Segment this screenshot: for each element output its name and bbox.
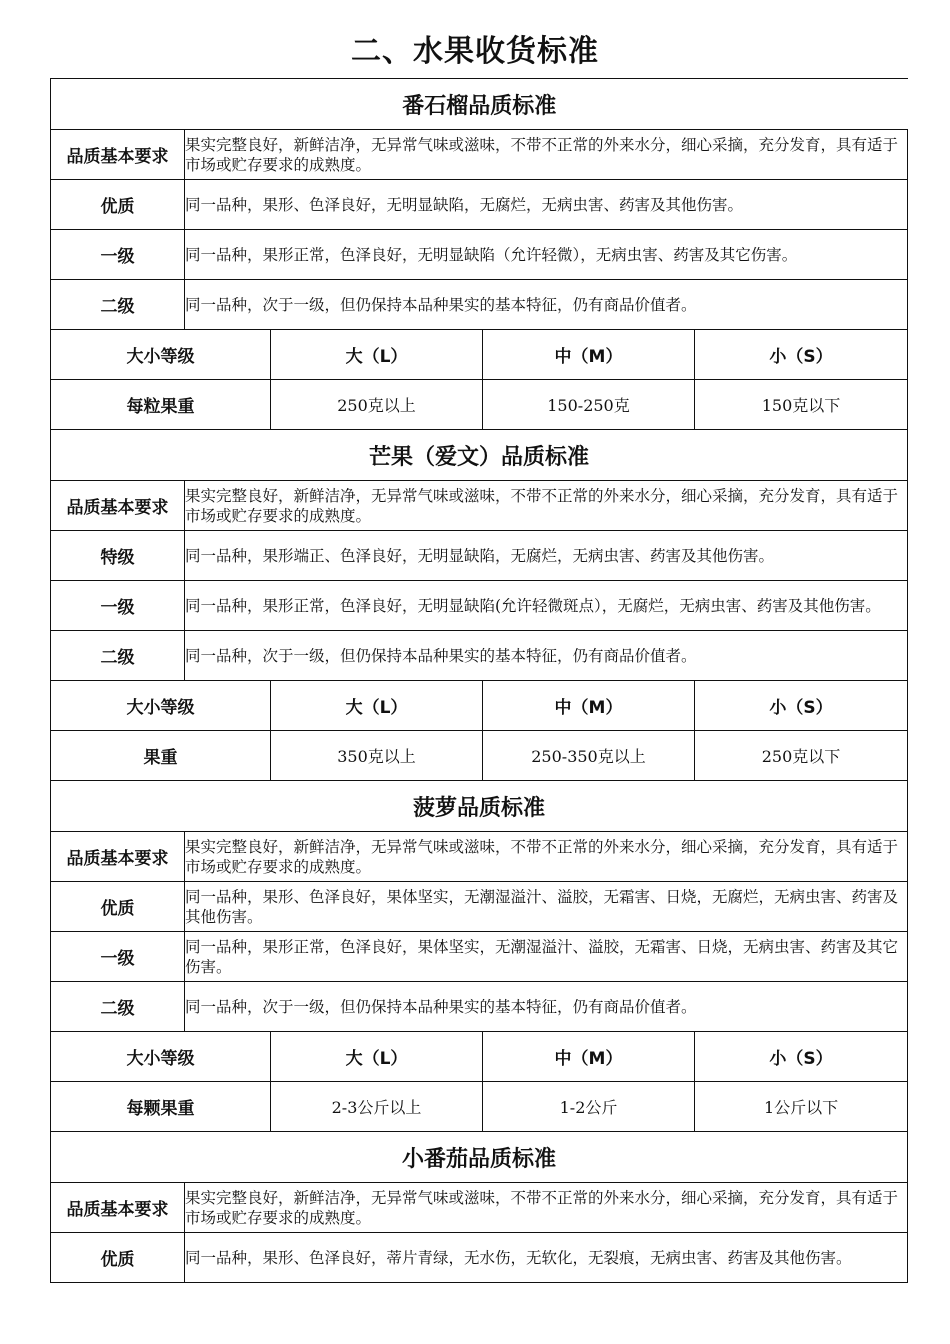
grade-description: 同一品种，果形、色泽良好，蒂片青绿，无水伤，无软化，无裂痕，无病虫害、药害及其他伤害。 [185, 1233, 908, 1283]
size-medium-value: 250-350克以上 [483, 731, 695, 781]
grade-description: 果实完整良好，新鲜洁净，无异常气味或滋味，不带不正常的外来水分，细心采摘，充分发育，具有适于市场或贮存要求的成熟度。 [185, 481, 908, 531]
size-header-row [51, 1032, 908, 1082]
size-large-header: 大（L） [271, 330, 483, 380]
grade-row [51, 481, 908, 531]
grade-label: 品质基本要求 [51, 481, 185, 531]
grade-row [51, 832, 908, 882]
section-title-cherry-tomato: 小番茄品质标准 [51, 1132, 908, 1183]
section-title-row [51, 79, 908, 130]
size-large-value: 250克以上 [271, 380, 483, 430]
grade-description: 同一品种，果形、色泽良好，无明显缺陷，无腐烂，无病虫害、药害及其他伤害。 [185, 180, 908, 230]
size-small-header: 小（S） [695, 1032, 908, 1082]
size-large-header: 大（L） [271, 681, 483, 731]
grade-description: 同一品种，果形正常，色泽良好，无明显缺陷(允许轻微斑点），无腐烂，无病虫害、药害及其他伤害。 [185, 581, 908, 631]
grade-description: 果实完整良好，新鲜洁净，无异常气味或滋味，不带不正常的外来水分，细心采摘，充分发育，具有适于市场或贮存要求的成熟度。 [185, 130, 908, 180]
grade-label: 一级 [51, 230, 185, 280]
grade-row [51, 1183, 908, 1233]
standards-sheet [50, 78, 907, 1283]
grade-description: 同一品种，果形、色泽良好，果体坚实，无潮湿溢汁、溢胶，无霜害、日烧，无腐烂，无病虫害、药害及其他伤害。 [185, 882, 908, 932]
grade-row [51, 581, 908, 631]
size-value-row [51, 731, 908, 781]
grade-label: 品质基本要求 [51, 1183, 185, 1233]
size-medium-header: 中（M） [483, 1032, 695, 1082]
size-small-header: 小（S） [695, 681, 908, 731]
size-grade-header: 大小等级 [51, 330, 271, 380]
weight-label: 每颗果重 [51, 1082, 271, 1132]
size-small-value: 250克以下 [695, 731, 908, 781]
size-medium-header: 中（M） [483, 681, 695, 731]
section-title-mango: 芒果（爱文）品质标准 [51, 430, 908, 481]
section-title-row [51, 1132, 908, 1183]
size-small-value: 150克以下 [695, 380, 908, 430]
grade-label: 优质 [51, 1233, 185, 1283]
grade-label: 优质 [51, 180, 185, 230]
section-title-guava: 番石榴品质标准 [51, 79, 908, 130]
grade-row [51, 982, 908, 1032]
size-header-row [51, 681, 908, 731]
grade-label: 优质 [51, 882, 185, 932]
weight-label: 每粒果重 [51, 380, 271, 430]
grade-description: 同一品种，次于一级，但仍保持本品种果实的基本特征，仍有商品价值者。 [185, 982, 908, 1032]
size-grade-header: 大小等级 [51, 1032, 271, 1082]
section-title-pineapple: 菠萝品质标准 [51, 781, 908, 832]
size-value-row [51, 1082, 908, 1132]
grade-label: 特级 [51, 531, 185, 581]
grade-row [51, 531, 908, 581]
grade-row [51, 280, 908, 330]
grade-label: 一级 [51, 932, 185, 982]
grade-description: 同一品种，次于一级，但仍保持本品种果实的基本特征，仍有商品价值者。 [185, 280, 908, 330]
weight-label: 果重 [51, 731, 271, 781]
size-header-row [51, 330, 908, 380]
grade-row [51, 631, 908, 681]
section-title-row [51, 430, 908, 481]
grade-description: 同一品种，果形正常，色泽良好，无明显缺陷（允许轻微），无病虫害、药害及其它伤害。 [185, 230, 908, 280]
quality-standards-table [50, 78, 908, 1283]
grade-row [51, 130, 908, 180]
size-medium-value: 150-250克 [483, 380, 695, 430]
grade-row [51, 932, 908, 982]
grade-description: 同一品种，果形端正、色泽良好，无明显缺陷，无腐烂，无病虫害、药害及其他伤害。 [185, 531, 908, 581]
size-large-header: 大（L） [271, 1032, 483, 1082]
size-value-row [51, 380, 908, 430]
grade-description: 同一品种，果形正常，色泽良好，果体坚实，无潮湿溢汁、溢胶，无霜害、日烧，无病虫害、药害及其它伤害。 [185, 932, 908, 982]
grade-description: 果实完整良好，新鲜洁净，无异常气味或滋味，不带不正常的外来水分，细心采摘，充分发育，具有适于市场或贮存要求的成熟度。 [185, 832, 908, 882]
size-small-header: 小（S） [695, 330, 908, 380]
grade-row [51, 230, 908, 280]
grade-label: 品质基本要求 [51, 130, 185, 180]
size-medium-header: 中（M） [483, 330, 695, 380]
size-large-value: 350克以上 [271, 731, 483, 781]
grade-label: 二级 [51, 631, 185, 681]
size-small-value: 1公斤以下 [695, 1082, 908, 1132]
grade-description: 同一品种，次于一级，但仍保持本品种果实的基本特征，仍有商品价值者。 [185, 631, 908, 681]
grade-row [51, 882, 908, 932]
size-medium-value: 1-2公斤 [483, 1082, 695, 1132]
grade-label: 品质基本要求 [51, 832, 185, 882]
size-grade-header: 大小等级 [51, 681, 271, 731]
grade-label: 二级 [51, 280, 185, 330]
grade-description: 果实完整良好，新鲜洁净，无异常气味或滋味，不带不正常的外来水分，细心采摘，充分发育，具有适于市场或贮存要求的成熟度。 [185, 1183, 908, 1233]
size-large-value: 2-3公斤以上 [271, 1082, 483, 1132]
grade-row [51, 180, 908, 230]
grade-label: 一级 [51, 581, 185, 631]
grade-label: 二级 [51, 982, 185, 1032]
section-title-row [51, 781, 908, 832]
grade-row [51, 1233, 908, 1283]
page-title: 二、水果收货标准 [351, 34, 599, 69]
